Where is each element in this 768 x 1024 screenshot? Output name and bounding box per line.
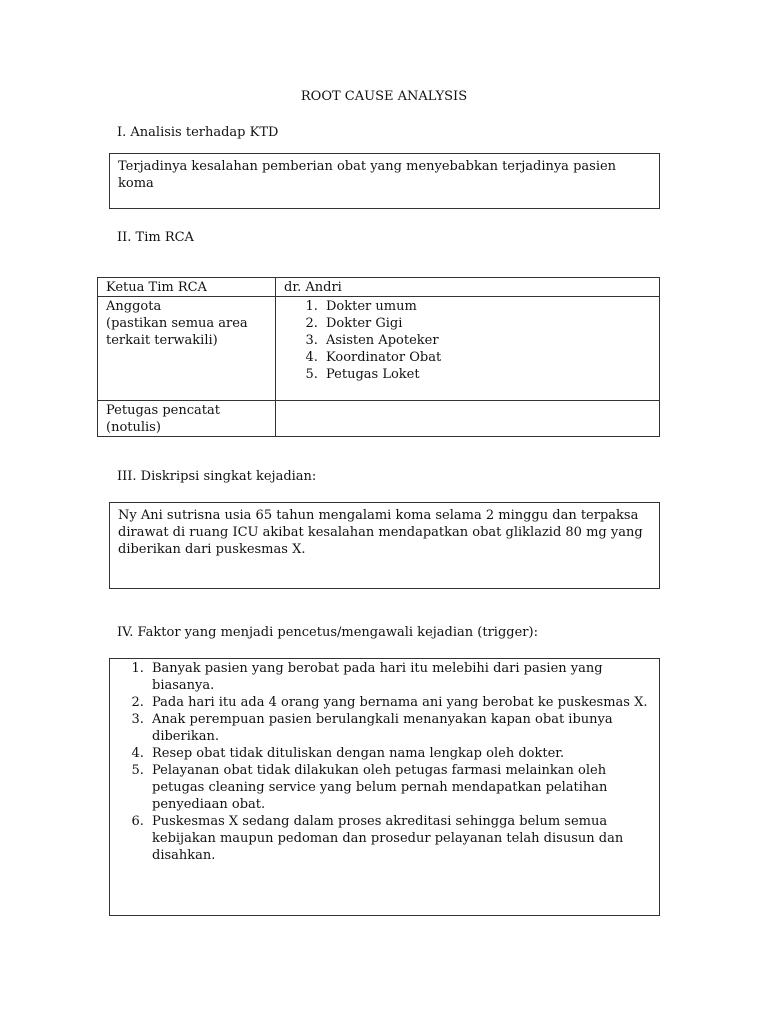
section-2-heading: II. Tim RCA [117, 230, 194, 245]
ketua-value: dr. Andri [276, 278, 660, 297]
anggota-note: (pastikan semua area terkait terwakili) [106, 316, 248, 348]
anggota-label: Anggota [106, 299, 162, 314]
table-row [98, 401, 660, 437]
section-1-heading: I. Analisis terhadap KTD [117, 125, 279, 140]
document-title: ROOT CAUSE ANALYSIS [300, 89, 468, 104]
members-cell [276, 297, 660, 401]
list-item: 3. Asisten Apoteker [322, 332, 651, 349]
list-item: 4. Koordinator Obat [322, 349, 651, 366]
ketua-label: Ketua Tim RCA [98, 278, 276, 297]
list-item: 1. Dokter umum [322, 298, 651, 315]
trigger-list [110, 660, 651, 864]
pencatat-label: Petugas pencatat (notulis) [98, 401, 276, 437]
trigger-box [109, 658, 660, 916]
list-item: 6. Puskesmas X sedang dalam proses akreditasi sehingga belum semua kebijakan maupun pedoman dan prosedur pelayanan telah disusun dan disahkan. [148, 813, 651, 864]
pencatat-value [276, 401, 660, 437]
section-3-heading: III. Diskripsi singkat kejadian: [117, 469, 317, 484]
list-item: 3. Anak perempuan pasien berulangkali menanyakan kapan obat ibunya diberikan. [148, 711, 651, 745]
list-item: 2. Pada hari itu ada 4 orang yang bernama ani yang berobat ke puskesmas X. [148, 694, 651, 711]
ktd-box [109, 153, 660, 209]
members-list [284, 298, 651, 383]
table-row [98, 278, 660, 297]
table-row [98, 297, 660, 401]
list-item: 5. Pelayanan obat tidak dilakukan oleh petugas farmasi melainkan oleh petugas cleaning service yang belum pernah mendapatkan pelatihan penyediaan obat. [148, 762, 651, 813]
list-item: 4. Resep obat tidak dituliskan dengan nama lengkap oleh dokter. [148, 745, 651, 762]
trigger-list-wrap [110, 659, 659, 864]
list-item: 2. Dokter Gigi [322, 315, 651, 332]
list-item: 5. Petugas Loket [322, 366, 651, 383]
rca-team-table [97, 277, 660, 437]
anggota-cell [98, 297, 276, 401]
section-4-heading: IV. Faktor yang menjadi pencetus/mengawali kejadian (trigger): [117, 625, 538, 640]
description-box [109, 502, 660, 589]
description-text: Ny Ani sutrisna usia 65 tahun mengalami koma selama 2 minggu dan terpaksa dirawat di ruang ICU akibat kesalahan mendapatkan obat gliklazid 80 mg yang diberikan dari puskesmas X. [118, 508, 643, 557]
list-item: 1. Banyak pasien yang berobat pada hari itu melebihi dari pasien yang biasanya. [148, 660, 651, 694]
ktd-text: Terjadinya kesalahan pemberian obat yang menyebabkan terjadinya pasien koma [118, 159, 617, 191]
